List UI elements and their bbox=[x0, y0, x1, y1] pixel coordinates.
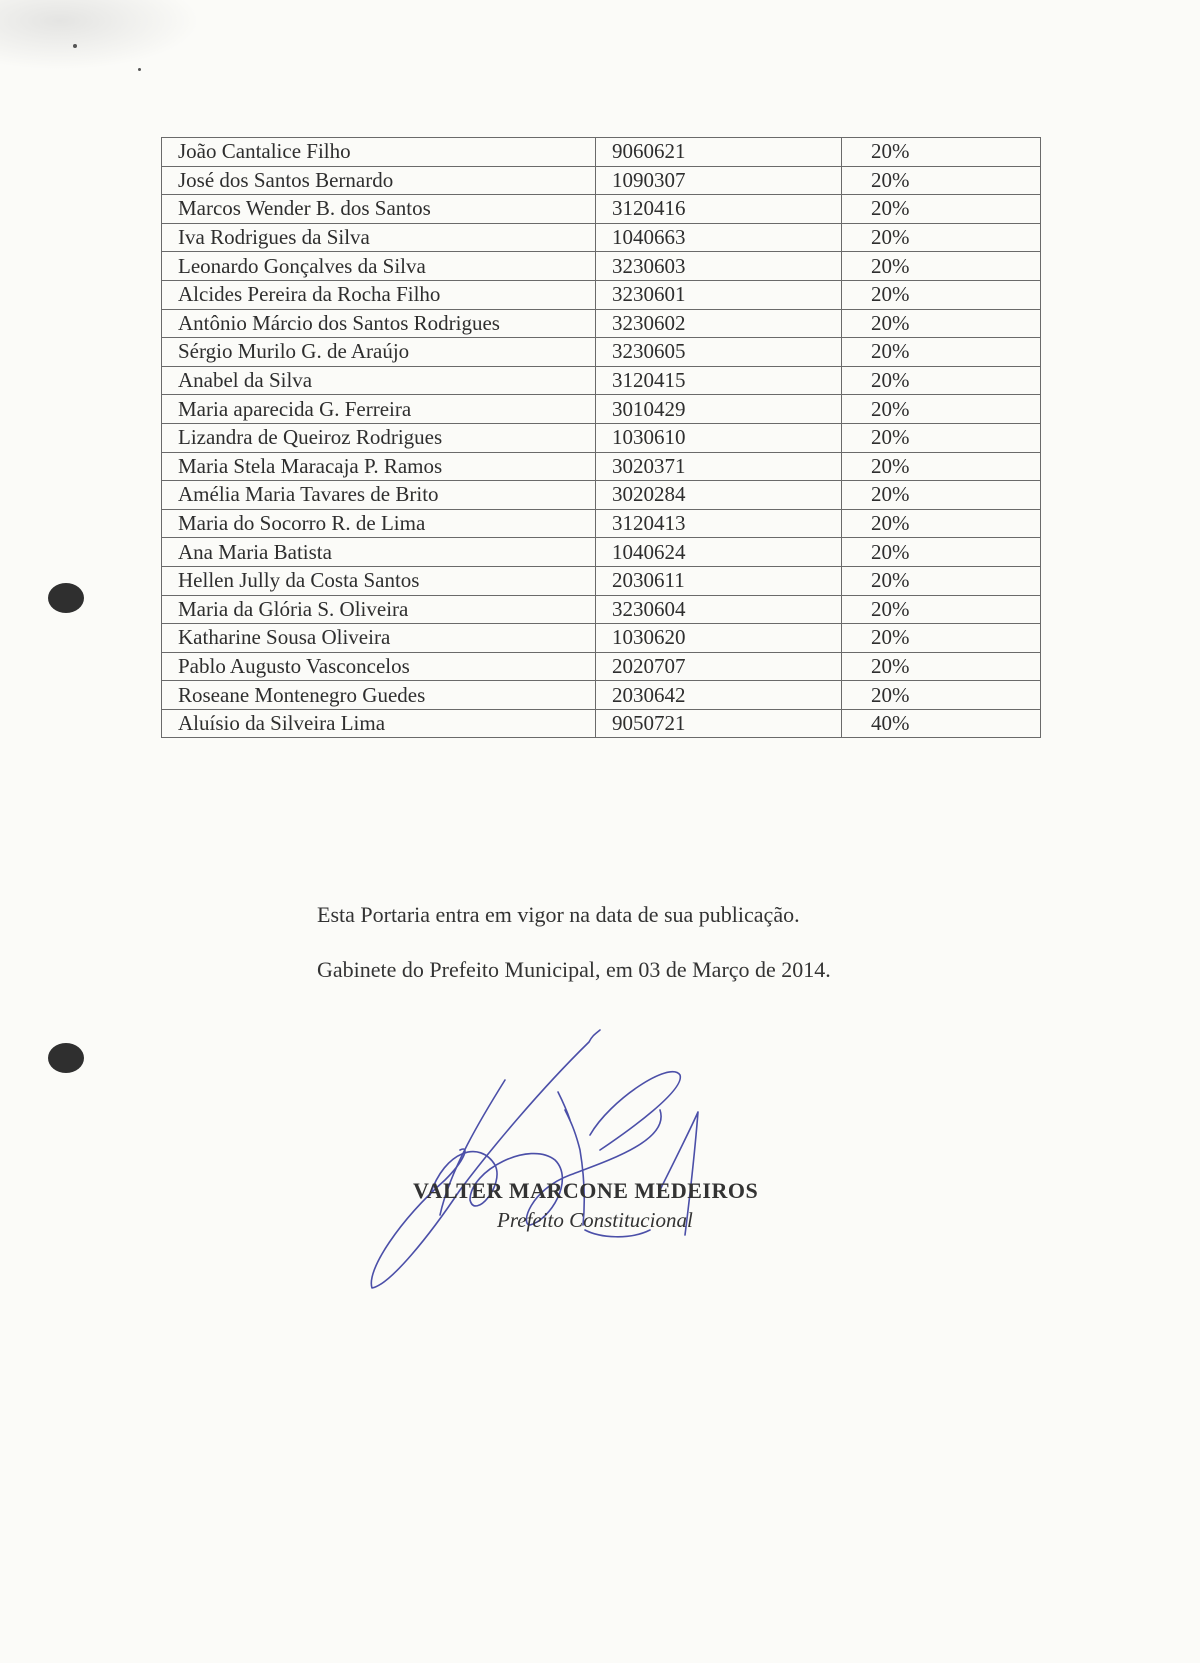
table-row bbox=[162, 481, 1041, 510]
signer-title: Prefeito Constitucional bbox=[497, 1208, 693, 1232]
employee-code-cell: 3120413 bbox=[596, 509, 842, 538]
percentage-cell: 20% bbox=[841, 366, 1040, 395]
roster-table bbox=[161, 137, 1041, 738]
percentage-cell: 20% bbox=[841, 195, 1040, 224]
employee-code-cell: 2020707 bbox=[596, 652, 842, 681]
percentage-cell: 20% bbox=[841, 423, 1040, 452]
percentage-cell: 20% bbox=[841, 223, 1040, 252]
percentage-cell: 20% bbox=[841, 452, 1040, 481]
employee-code-cell: 1030620 bbox=[596, 624, 842, 653]
percentage-cell: 20% bbox=[841, 395, 1040, 424]
scan-speck bbox=[138, 68, 141, 71]
table-row bbox=[162, 395, 1041, 424]
scan-speck bbox=[73, 44, 77, 48]
employee-name-cell: Leonardo Gonçalves da Silva bbox=[162, 252, 596, 281]
employee-code-cell: 3230602 bbox=[596, 309, 842, 338]
percentage-cell: 20% bbox=[841, 566, 1040, 595]
employee-name-cell: Katharine Sousa Oliveira bbox=[162, 624, 596, 653]
table-row bbox=[162, 423, 1041, 452]
table-row bbox=[162, 280, 1041, 309]
employee-code-cell: 3010429 bbox=[596, 395, 842, 424]
employee-name-cell: Antônio Márcio dos Santos Rodrigues bbox=[162, 309, 596, 338]
scan-smudge bbox=[0, 0, 200, 70]
punch-hole bbox=[48, 1043, 84, 1073]
percentage-cell: 20% bbox=[841, 652, 1040, 681]
employee-code-cell: 3020371 bbox=[596, 452, 842, 481]
percentage-cell: 20% bbox=[841, 624, 1040, 653]
percentage-cell: 20% bbox=[841, 538, 1040, 567]
employee-name-cell: Marcos Wender B. dos Santos bbox=[162, 195, 596, 224]
employee-name-cell: José dos Santos Bernardo bbox=[162, 166, 596, 195]
table-row bbox=[162, 195, 1041, 224]
employee-code-cell: 3020284 bbox=[596, 481, 842, 510]
percentage-cell: 40% bbox=[841, 709, 1040, 738]
table-row bbox=[162, 366, 1041, 395]
employee-name-cell: Maria aparecida G. Ferreira bbox=[162, 395, 596, 424]
table-row bbox=[162, 681, 1041, 710]
employee-code-cell: 9060621 bbox=[596, 138, 842, 167]
effective-date-statement: Esta Portaria entra em vigor na data de sua publicação. bbox=[317, 902, 800, 927]
table-row bbox=[162, 138, 1041, 167]
employee-name-cell: Maria Stela Maracaja P. Ramos bbox=[162, 452, 596, 481]
signer-name: VALTER MARCONE MEDEIROS bbox=[413, 1178, 759, 1203]
employee-name-cell: Aluísio da Silveira Lima bbox=[162, 709, 596, 738]
employee-name-cell: Lizandra de Queiroz Rodrigues bbox=[162, 423, 596, 452]
percentage-cell: 20% bbox=[841, 309, 1040, 338]
table-row bbox=[162, 624, 1041, 653]
percentage-cell: 20% bbox=[841, 595, 1040, 624]
employee-code-cell: 1040624 bbox=[596, 538, 842, 567]
employee-name-cell: Hellen Jully da Costa Santos bbox=[162, 566, 596, 595]
handwritten-signature bbox=[370, 1020, 750, 1300]
table-row bbox=[162, 223, 1041, 252]
employee-code-cell: 3230603 bbox=[596, 252, 842, 281]
punch-hole bbox=[48, 583, 84, 613]
table-row bbox=[162, 509, 1041, 538]
percentage-cell: 20% bbox=[841, 681, 1040, 710]
employee-name-cell: Maria do Socorro R. de Lima bbox=[162, 509, 596, 538]
employee-name-cell: Anabel da Silva bbox=[162, 366, 596, 395]
percentage-cell: 20% bbox=[841, 338, 1040, 367]
employee-code-cell: 3230604 bbox=[596, 595, 842, 624]
table-row bbox=[162, 452, 1041, 481]
employee-code-cell: 9050721 bbox=[596, 709, 842, 738]
employee-code-cell: 1090307 bbox=[596, 166, 842, 195]
percentage-cell: 20% bbox=[841, 252, 1040, 281]
percentage-cell: 20% bbox=[841, 481, 1040, 510]
percentage-cell: 20% bbox=[841, 138, 1040, 167]
employee-code-cell: 1040663 bbox=[596, 223, 842, 252]
employee-code-cell: 2030611 bbox=[596, 566, 842, 595]
employee-name-cell: Pablo Augusto Vasconcelos bbox=[162, 652, 596, 681]
table-row bbox=[162, 338, 1041, 367]
roster-table-body bbox=[162, 138, 1041, 738]
employee-code-cell: 3120416 bbox=[596, 195, 842, 224]
percentage-cell: 20% bbox=[841, 509, 1040, 538]
table-row bbox=[162, 595, 1041, 624]
employee-name-cell: João Cantalice Filho bbox=[162, 138, 596, 167]
table-row bbox=[162, 538, 1041, 567]
table-row bbox=[162, 252, 1041, 281]
employee-code-cell: 3230601 bbox=[596, 280, 842, 309]
employee-code-cell: 3120415 bbox=[596, 366, 842, 395]
table-row bbox=[162, 566, 1041, 595]
employee-name-cell: Iva Rodrigues da Silva bbox=[162, 223, 596, 252]
employee-name-cell: Roseane Montenegro Guedes bbox=[162, 681, 596, 710]
table-row bbox=[162, 309, 1041, 338]
percentage-cell: 20% bbox=[841, 166, 1040, 195]
employee-name-cell: Alcides Pereira da Rocha Filho bbox=[162, 280, 596, 309]
table-row bbox=[162, 166, 1041, 195]
employee-code-cell: 3230605 bbox=[596, 338, 842, 367]
employee-name-cell: Maria da Glória S. Oliveira bbox=[162, 595, 596, 624]
employee-name-cell: Sérgio Murilo G. de Araújo bbox=[162, 338, 596, 367]
table-row bbox=[162, 709, 1041, 738]
employee-name-cell: Amélia Maria Tavares de Brito bbox=[162, 481, 596, 510]
office-date-line: Gabinete do Prefeito Municipal, em 03 de Março de 2014. bbox=[317, 957, 831, 982]
table-row bbox=[162, 652, 1041, 681]
percentage-cell: 20% bbox=[841, 280, 1040, 309]
employee-name-cell: Ana Maria Batista bbox=[162, 538, 596, 567]
employee-code-cell: 2030642 bbox=[596, 681, 842, 710]
employee-code-cell: 1030610 bbox=[596, 423, 842, 452]
